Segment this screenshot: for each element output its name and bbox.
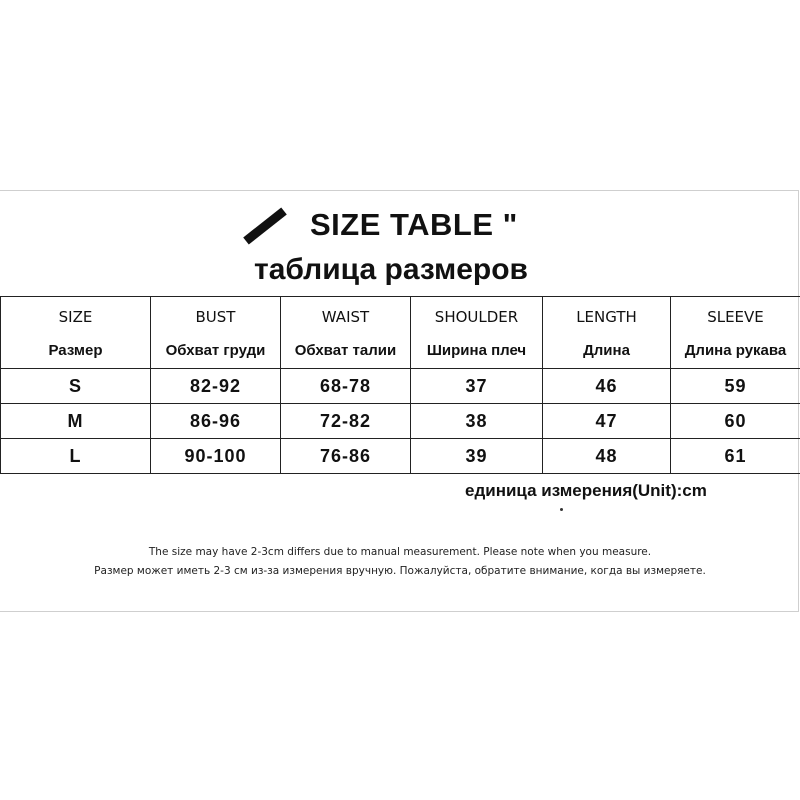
measurement-note-ru: Размер может иметь 2-3 см из-за измерения вручную. Пожалуйста, обратите внимание, когда вы измеряете. (94, 565, 706, 577)
table-row (1, 404, 800, 439)
column-header-waist: WAIST Обхват талии (281, 297, 411, 369)
table-cell: 48 (543, 439, 671, 474)
column-header-shoulder: SHOULDER Ширина плеч (411, 297, 543, 369)
table-cell: 37 (411, 369, 543, 404)
table-cell: 76-86 (281, 439, 411, 474)
table-row (1, 439, 800, 474)
table-cell: 90-100 (151, 439, 281, 474)
column-header-length: LENGTH Длина (543, 297, 671, 369)
column-header-bust: BUST Обхват груди (151, 297, 281, 369)
table-cell: 46 (543, 369, 671, 404)
table-cell: L (1, 439, 151, 474)
table-cell: 59 (671, 369, 800, 404)
size-chart-card (0, 190, 799, 612)
table-cell: 38 (411, 404, 543, 439)
table-cell: 86-96 (151, 404, 281, 439)
column-header-sleeve: SLEEVE Длина рукава (671, 297, 800, 369)
table-header-row (1, 297, 800, 369)
unit-note: единица измерения(Unit):cm (465, 481, 707, 500)
page-subtitle: таблица размеров (254, 253, 528, 286)
slash-icon (240, 205, 304, 245)
table-cell: 68-78 (281, 369, 411, 404)
size-table (0, 296, 800, 474)
table-cell: 61 (671, 439, 800, 474)
table-cell: 60 (671, 404, 800, 439)
table-cell: 82-92 (151, 369, 281, 404)
table-cell: M (1, 404, 151, 439)
table-cell: S (1, 369, 151, 404)
table-cell: 47 (543, 404, 671, 439)
title-row (240, 205, 518, 245)
page-title: SIZE TABLE " (310, 207, 518, 242)
column-header-size: SIZE Размер (1, 297, 151, 369)
measurement-note-en: The size may have 2-3cm differs due to manual measurement. Please note when you measure. (148, 546, 652, 558)
table-cell: 39 (411, 439, 543, 474)
table-cell: 72-82 (281, 404, 411, 439)
table-row (1, 369, 800, 404)
dot-mark (560, 508, 563, 511)
